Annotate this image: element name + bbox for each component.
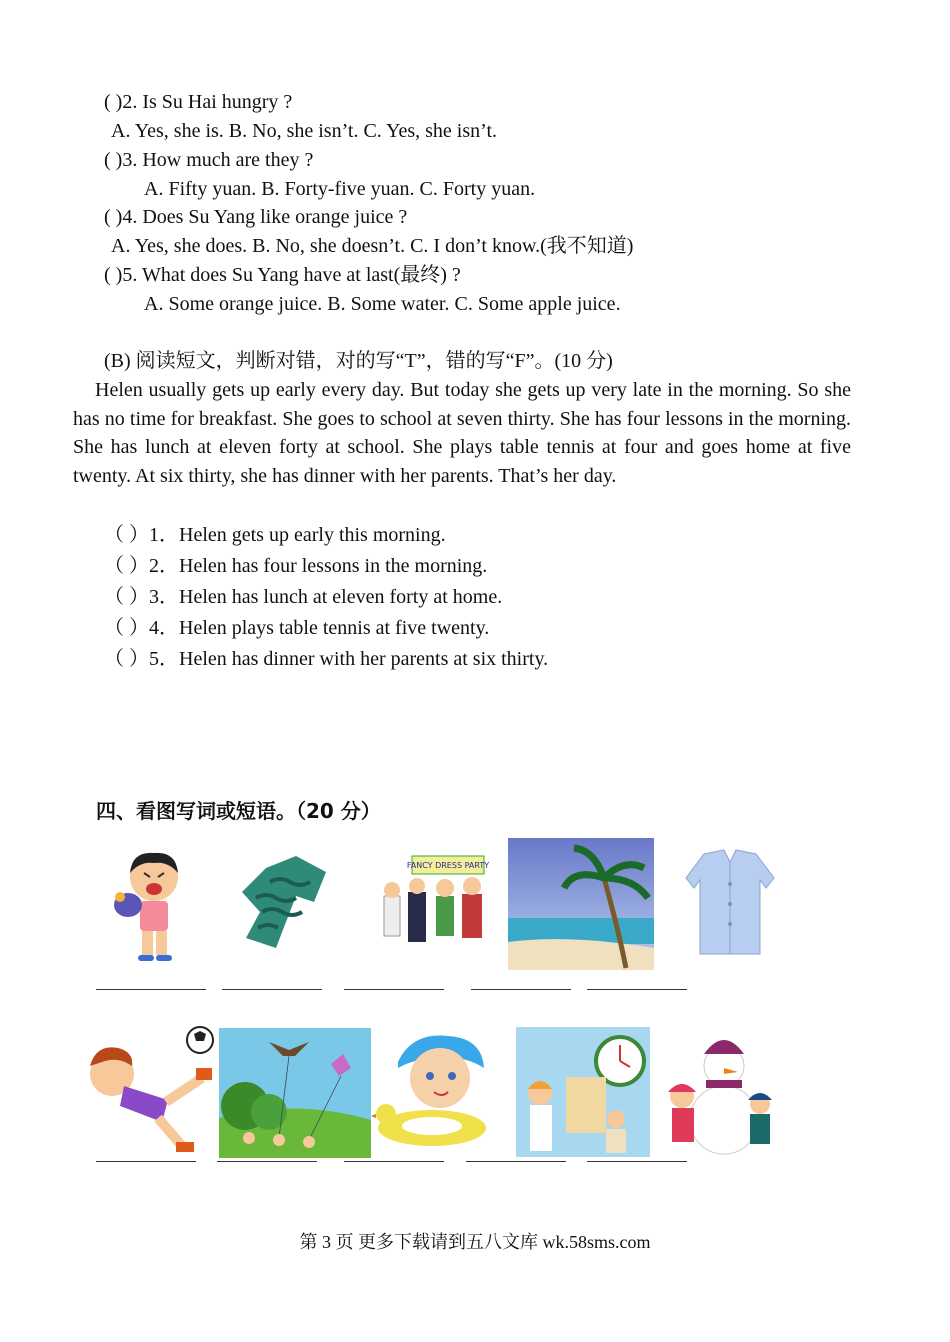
question-5-stem: ( )5. What does Su Yang have at last(最终) ?: [104, 264, 461, 286]
answer-blank-4[interactable]: [471, 989, 571, 990]
answer-blank-8[interactable]: [344, 1161, 444, 1162]
question-2-options: A. Yes, she is. B. No, she isn’t. C. Yes, she isn’t.: [111, 120, 497, 142]
question-3-stem: ( )3. How much are they ?: [104, 149, 314, 171]
answer-blank-1[interactable]: [96, 989, 206, 990]
swimming-picture: [372, 1028, 500, 1154]
tf-item-3: （ ）3．Helen has lunch at eleven forty at home.: [104, 586, 503, 608]
playing-football-picture: [72, 1026, 220, 1158]
sweater-picture: [236, 852, 336, 952]
shirts-picture: [684, 848, 776, 958]
classroom-clock-picture: [516, 1027, 650, 1157]
beach-picture: [508, 838, 654, 970]
answer-blank-7[interactable]: [217, 1161, 317, 1162]
fancy-dress-party-picture: [372, 852, 500, 952]
question-2-stem: ( )2. Is Su Hai hungry ?: [104, 91, 293, 113]
tf-item-4: （ ）4．Helen plays table tennis at five twenty.: [104, 617, 490, 639]
answer-blank-2[interactable]: [222, 989, 322, 990]
question-4-options: A. Yes, she does. B. No, she doesn’t. C. I don’t know.(我不知道): [111, 235, 634, 257]
page-footer: 第 3 页 更多下载请到五八文库 wk.58sms.com: [299, 1232, 651, 1252]
tf-item-2: （ ）2．Helen has four lessons in the morning.: [104, 555, 488, 577]
answer-blank-9[interactable]: [466, 1161, 566, 1162]
snowman-picture: [664, 1026, 778, 1162]
section-4-heading: 四、看图写词或短语。（20 分）: [96, 799, 381, 823]
tf-item-1: （ ）1．Helen gets up early this morning.: [104, 524, 446, 546]
party-banner-text: FANCY DRESS PARTY: [406, 861, 490, 870]
answer-blank-6[interactable]: [96, 1161, 196, 1162]
part-b-title: (B) 阅读短文，判断对错，对的写“T”，错的写“F”。(10 分): [104, 350, 613, 372]
reading-passage: Helen usually gets up early every day. But today she gets up very late in the morning. So she has no time for breakfast. She goes to school at seven thirty. She has four lessons in the morning. She has lunch at eleven forty at school. She plays table tennis at four and goes home at five twenty. At six thirty, she has dinner with her parents. That’s her day.: [73, 379, 851, 488]
flying-kites-picture: [219, 1028, 371, 1158]
question-4-stem: ( )4. Does Su Yang like orange juice ?: [104, 206, 408, 228]
hungry-boy-picture: [108, 845, 190, 965]
question-5-options: A. Some orange juice. B. Some water. C. Some apple juice.: [144, 293, 621, 315]
answer-blank-3[interactable]: [344, 989, 444, 990]
answer-blank-5[interactable]: [587, 989, 687, 990]
tf-item-5: （ ）5．Helen has dinner with her parents at six thirty.: [104, 648, 549, 670]
answer-blank-10[interactable]: [587, 1161, 687, 1162]
question-3-options: A. Fifty yuan. B. Forty-five yuan. C. Forty yuan.: [144, 178, 536, 200]
